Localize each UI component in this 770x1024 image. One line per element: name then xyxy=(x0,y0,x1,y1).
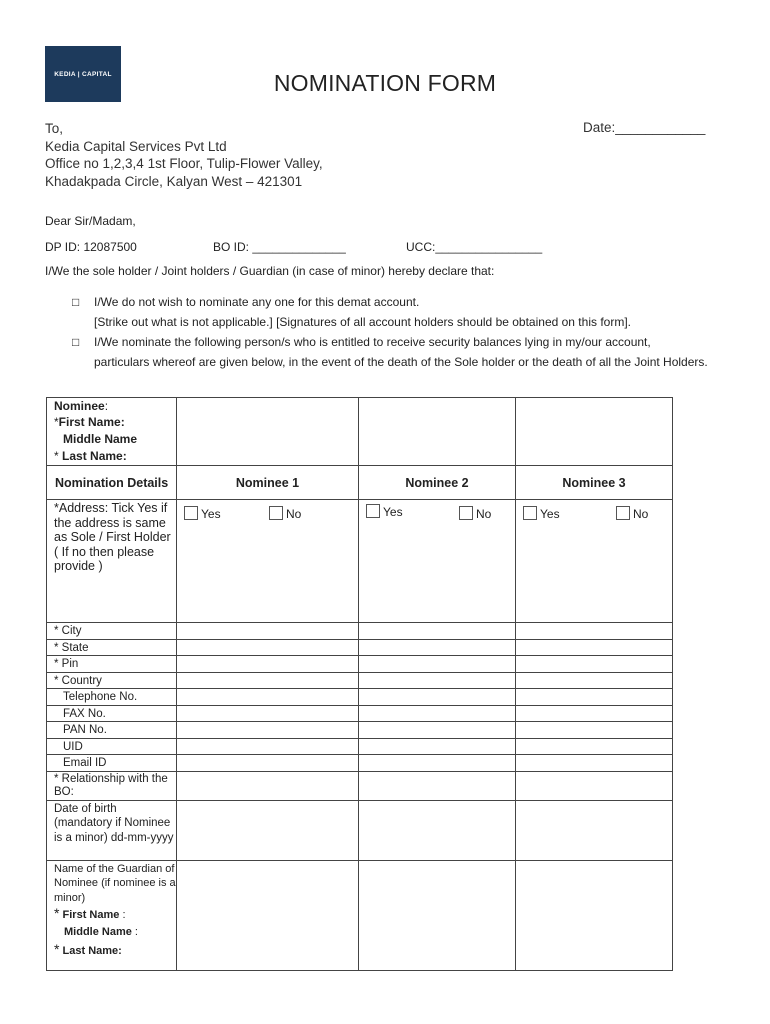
logo-text: KEDIA | CAPITAL xyxy=(54,70,112,78)
state-label: * State xyxy=(47,639,177,656)
last-name-label: Last Name: xyxy=(62,449,127,463)
uid-label: UID xyxy=(47,738,177,755)
no-label: No xyxy=(633,507,649,521)
nominee-1-state[interactable] xyxy=(177,639,359,656)
nominee-3-state[interactable] xyxy=(516,639,673,656)
uid-row xyxy=(47,738,673,755)
nominee-colon: : xyxy=(104,399,109,413)
nominee-1-name-cell[interactable] xyxy=(177,398,359,466)
address-line-1: Office no 1,2,3,4 1st Floor, Tulip-Flower Valley, xyxy=(45,156,323,171)
salutation: Dear Sir/Madam, xyxy=(45,214,136,228)
nominee-1-yes-option[interactable] xyxy=(184,506,221,521)
guardian-last-name-label: Last Name: xyxy=(62,945,122,957)
nominee-3-no-option[interactable] xyxy=(616,506,648,521)
nominee-3-name-cell[interactable] xyxy=(516,398,673,466)
nominee-2-pin[interactable] xyxy=(359,656,516,673)
checkbox-icon[interactable] xyxy=(269,506,283,520)
nominee-1-dob[interactable] xyxy=(177,800,359,860)
address-line-2: Khadakpada Circle, Kalyan West – 421301 xyxy=(45,173,303,189)
nominee-3-yes-option[interactable] xyxy=(523,506,560,521)
declaration-text: I/We the sole holder / Joint holders / Guardian (in case of minor) hereby declare that: xyxy=(45,264,495,278)
nominee-2-header: Nominee 2 xyxy=(359,466,516,500)
pin-row xyxy=(47,656,673,673)
option-nominate xyxy=(72,332,712,392)
to-line: To, xyxy=(45,121,64,136)
address-row xyxy=(47,500,673,623)
form-title: NOMINATION FORM xyxy=(273,70,497,96)
nominee-1-no-option[interactable] xyxy=(269,506,301,521)
colon: : xyxy=(122,909,126,921)
required-star: * xyxy=(54,941,60,957)
nominee-2-fax[interactable] xyxy=(359,705,516,722)
dp-id: DP ID: 12087500 xyxy=(45,240,137,254)
email-label: Email ID xyxy=(47,755,177,772)
nominee-1-email[interactable] xyxy=(177,755,359,772)
checkbox-icon[interactable] xyxy=(366,504,380,518)
guardian-row xyxy=(47,860,673,970)
nominee-3-relationship[interactable] xyxy=(516,771,673,800)
option-checkbox-1[interactable]: □ xyxy=(72,295,80,309)
telephone-row xyxy=(47,689,673,706)
nominee-1-country[interactable] xyxy=(177,672,359,689)
telephone-label: Telephone No. xyxy=(47,689,177,706)
guardian-label: Name of the Guardian of Nominee (if nominee is a minor) xyxy=(54,862,176,904)
recipient-address xyxy=(45,120,323,190)
city-label: * City xyxy=(47,623,177,640)
option-no-nomination xyxy=(72,292,712,332)
country-label: * Country xyxy=(47,672,177,689)
fax-row xyxy=(47,705,673,722)
header-row xyxy=(47,466,673,500)
option-1-subtext: [Strike out what is not applicable.] [Signatures of all account holders should be obtained on this form]. xyxy=(94,315,631,329)
dob-label: Date of birth (mandatory if Nominee is a minor) dd-mm-yyyy xyxy=(47,800,177,860)
middle-name-label: Middle Name xyxy=(63,432,138,446)
guardian-middle-name-label: Middle Name xyxy=(64,926,132,938)
nominee-3-pin[interactable] xyxy=(516,656,673,673)
nominee-1-relationship[interactable] xyxy=(177,771,359,800)
pin-label: * Pin xyxy=(47,656,177,673)
pan-label: PAN No. xyxy=(47,722,177,739)
nominee-1-pin[interactable] xyxy=(177,656,359,673)
first-name-label: First Name: xyxy=(58,415,125,429)
nominee-2-guardian[interactable] xyxy=(359,860,516,970)
nominee-3-telephone[interactable] xyxy=(516,689,673,706)
address-label: *Address: Tick Yes if the address is same as Sole / First Holder ( If no then please provide ) xyxy=(47,500,177,623)
nominee-3-uid[interactable] xyxy=(516,738,673,755)
nominee-2-no-option[interactable] xyxy=(459,506,491,521)
nominee-2-yes-option[interactable] xyxy=(366,504,403,519)
nominee-2-uid[interactable] xyxy=(359,738,516,755)
pan-row xyxy=(47,722,673,739)
nominee-3-city[interactable] xyxy=(516,623,673,640)
yes-label: Yes xyxy=(201,507,221,521)
nominee-3-header: Nominee 3 xyxy=(516,466,673,500)
bo-id-field[interactable]: BO ID: ______________ xyxy=(213,240,346,254)
checkbox-icon[interactable] xyxy=(616,506,630,520)
email-row xyxy=(47,755,673,772)
nominee-2-address-cell xyxy=(359,500,516,623)
guardian-first-name-label: First Name xyxy=(62,909,120,921)
date-field[interactable]: Date:____________ xyxy=(583,120,706,135)
nominee-2-relationship[interactable] xyxy=(359,771,516,800)
no-label: No xyxy=(476,507,492,521)
country-row xyxy=(47,672,673,689)
nominee-name-label xyxy=(47,398,177,466)
details-header: Nomination Details xyxy=(47,466,177,500)
nominee-name-row xyxy=(47,398,673,466)
nominee-3-country[interactable] xyxy=(516,672,673,689)
nominee-2-state[interactable] xyxy=(359,639,516,656)
fax-label: FAX No. xyxy=(47,705,177,722)
nominee-3-address-cell xyxy=(516,500,673,623)
nominee-3-pan[interactable] xyxy=(516,722,673,739)
colon: : xyxy=(134,926,138,938)
state-row xyxy=(47,639,673,656)
nominee-3-email[interactable] xyxy=(516,755,673,772)
required-star: * xyxy=(54,905,60,921)
city-row xyxy=(47,623,673,640)
guardian-label-cell xyxy=(47,860,177,970)
nomination-table xyxy=(46,397,673,971)
nominee-2-pan[interactable] xyxy=(359,722,516,739)
nominee-2-country[interactable] xyxy=(359,672,516,689)
nominee-label: Nominee xyxy=(54,399,105,413)
nominee-2-name-cell[interactable] xyxy=(359,398,516,466)
nominee-1-guardian[interactable] xyxy=(177,860,359,970)
relationship-label: * Relationship with the BO: xyxy=(47,771,177,800)
option-2-text: I/We nominate the following person/s who is entitled to receive security balances lying in my/our account, particulars whereof are given below, in the event of the death of the Sole holder or the death of all the Joint Holders. xyxy=(94,335,708,369)
required-star: * xyxy=(54,415,59,429)
nominee-3-fax[interactable] xyxy=(516,705,673,722)
nominee-2-telephone[interactable] xyxy=(359,689,516,706)
nominee-1-city[interactable] xyxy=(177,623,359,640)
nominee-1-pan[interactable] xyxy=(177,722,359,739)
nominee-1-uid[interactable] xyxy=(177,738,359,755)
nominee-2-city[interactable] xyxy=(359,623,516,640)
required-star: * xyxy=(54,449,59,463)
checkbox-icon[interactable] xyxy=(523,506,537,520)
nominee-1-header: Nominee 1 xyxy=(177,466,359,500)
company-name: Kedia Capital Services Pvt Ltd xyxy=(45,138,227,154)
yes-label: Yes xyxy=(383,505,403,519)
nominee-2-email[interactable] xyxy=(359,755,516,772)
nominee-2-dob[interactable] xyxy=(359,800,516,860)
relationship-row xyxy=(47,771,673,800)
ucc-field[interactable]: UCC:________________ xyxy=(406,240,543,254)
nominee-3-guardian[interactable] xyxy=(516,860,673,970)
option-1-text: I/We do not wish to nominate any one for this demat account. xyxy=(94,295,420,309)
nominee-1-address-cell xyxy=(177,500,359,623)
option-checkbox-2[interactable]: □ xyxy=(72,335,80,349)
dob-row xyxy=(47,800,673,860)
nominee-1-telephone[interactable] xyxy=(177,689,359,706)
checkbox-icon[interactable] xyxy=(184,506,198,520)
no-label: No xyxy=(286,507,302,521)
nominee-3-dob[interactable] xyxy=(516,800,673,860)
nominee-1-fax[interactable] xyxy=(177,705,359,722)
checkbox-icon[interactable] xyxy=(459,506,473,520)
yes-label: Yes xyxy=(540,507,560,521)
